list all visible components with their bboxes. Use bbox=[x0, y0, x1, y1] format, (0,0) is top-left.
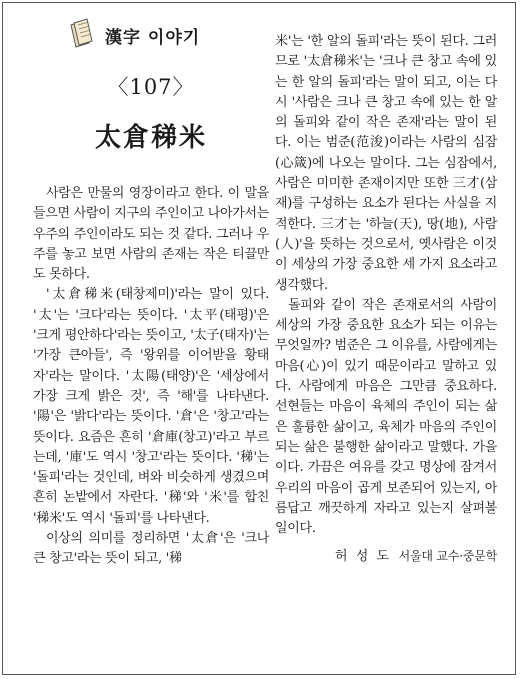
author-byline bbox=[275, 545, 497, 564]
body-paragraph: 米'는 '한 알의 돌피'라는 뜻이 된다. 그러므로 '太倉稊米'는 '크나 큰 창고 속에 있는 한 알의 돌피'라는 말이 되고, 이는 다시 '사람은 크나 큰 창고 속에 있는 한 알의 돌피와 같이 작은 존재'라는 말이 된다. 이는 범준(范浚)이라는 사람의 심잠(心箴)에 나오는 말이다. 그는 심잠에서, 사람은 미미한 존재이지만 또한 三才(삼재)를 구성하는 요소가 된다는 사실을 지적한다. 三才는 '하늘(天), 땅(地), 사람(人)'을 뜻하는 것으로서, 옛사람은 이것이 세상의 가장 중요한 세 가지 요소라고 생각했다. bbox=[275, 34, 497, 293]
book-pages-icon bbox=[65, 16, 105, 54]
issue-number: 〈107〉 bbox=[107, 75, 195, 99]
column-header bbox=[65, 13, 269, 57]
body-paragraph: '太倉稊米(태창제미)'라는 말이 있다. '太'는 '크다'라는 뜻이다. '太平(태평)'은 '크게 평안하다'라는 뜻이고, '太子(태자)'는 '가장 큰아들', 즉 '왕위를 이어받을 황태자'라는 말이다. '太陽(태양)'은 '세상에서 가장 크게 밝은 것', 즉 '해'를 나타낸다. '陽'은 '밝다'라는 뜻이다. '倉'은 '창고'라는 뜻이다. 요즘은 흔히 '倉庫(창고)'라고 부르는데, '庫'도 역시 '창고'라는 뜻이다. '稊'는 '돌피'라는 것인데, 벼와 비슷하게 생겼으며 흔히 논밭에서 자란다. '稊'와 '米'를 합친 '稊米'도 역시 '돌피'를 나타낸다. bbox=[33, 287, 269, 526]
article-frame bbox=[2, 2, 516, 675]
author-name: 허 성 도 bbox=[335, 549, 391, 565]
headline: 太倉稊米 bbox=[94, 123, 207, 153]
left-body bbox=[33, 184, 269, 570]
body-paragraph: 돌피와 같이 작은 존재로서의 사람이 세상의 가장 중요한 요소가 되는 이유는 무엇일까? 범준은 그 이유를, 사람에게는 마음(心)이 있기 때문이라고 말하고 있다. 사람에게 마음은 그만큼 중요하다. 선현들는 마음이 육체의 주인이 되는 삶은 훌륭한 삶이고, 육체가 마음의 주인이 되는 삶은 불행한 삶이라고 말했다. 가을이다. 가끔은 여유를 갖고 명상에 잠겨서 우리의 마음이 곱게 보존되어 있는지, 아름답고 깨끗하게 자라고 있는지 살펴볼 일이다. bbox=[275, 297, 497, 537]
author-affiliation: 서울대 교수·중문학 bbox=[398, 549, 497, 564]
body-paragraph: 사람은 만물의 영장이라고 한다. 이 말을 들으면 사람이 지구의 주인이고 나아가서는 우주의 주인이라도 되는 것 같다. 그러나 우주를 놓고 보면 사람의 존재는 작은 티끌만도 못하다. bbox=[33, 186, 269, 283]
left-column bbox=[33, 13, 269, 570]
right-column bbox=[275, 32, 497, 564]
body-paragraph: 이상의 의미를 정리하면 '太倉'은 '크나 큰 창고'라는 뜻이 되고, '稊 bbox=[33, 531, 269, 567]
series-title: 漢字 이야기 bbox=[105, 27, 201, 48]
